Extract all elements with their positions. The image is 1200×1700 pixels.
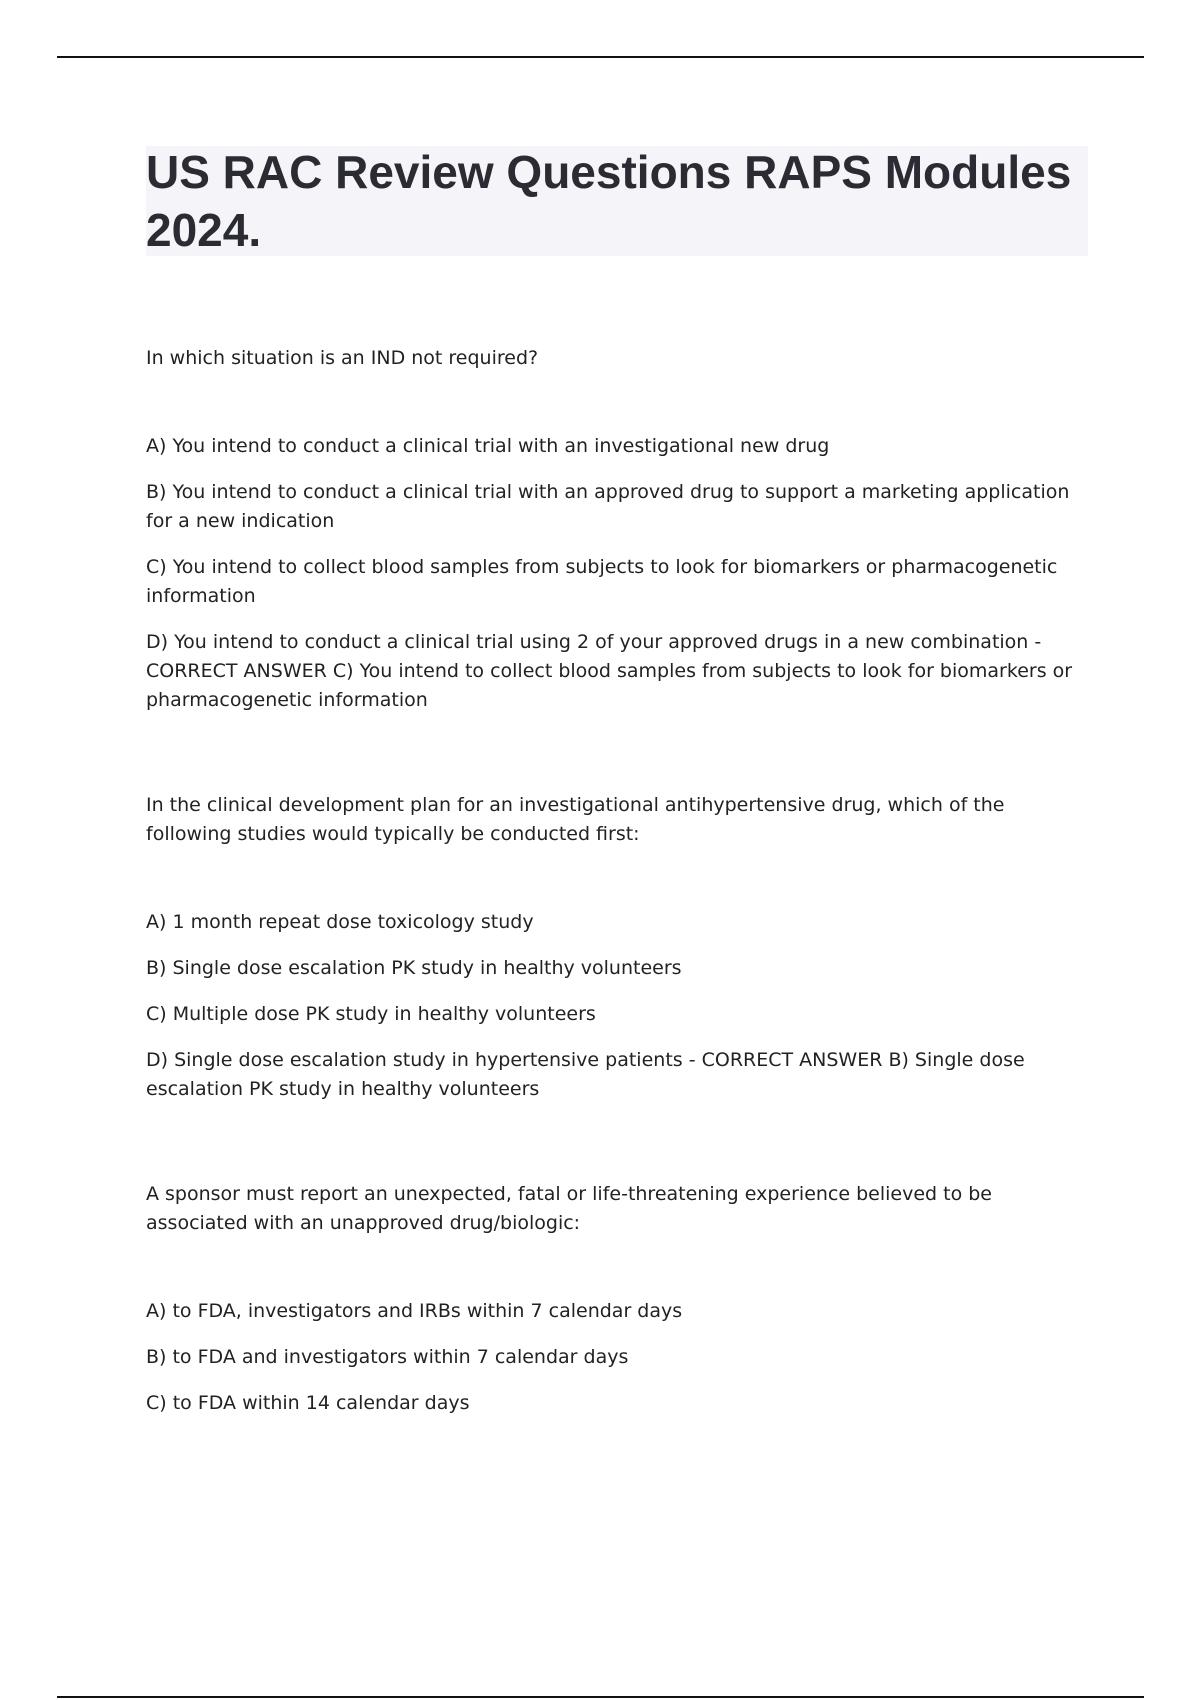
answer-option: C) to FDA within 14 calendar days <box>146 1392 470 1414</box>
top-rule <box>57 56 1144 58</box>
answer-option: C) Multiple dose PK study in healthy volunteers <box>146 1003 596 1025</box>
answer-option: B) Single dose escalation PK study in healthy volunteers <box>146 957 682 979</box>
answer-option: D) Single dose escalation study in hypertensive patients - CORRECT ANSWER B) Single dose escalation PK study in healthy volunteers <box>146 1049 1025 1100</box>
bottom-rule <box>57 1696 1144 1698</box>
answer-option: A) You intend to conduct a clinical trial with an investigational new drug <box>146 435 830 457</box>
question-block-1 <box>146 344 1086 715</box>
document-body <box>146 344 1086 1435</box>
title-banner <box>146 146 1088 256</box>
answer-option: A) to FDA, investigators and IRBs within 7 calendar days <box>146 1300 683 1322</box>
answer-option: C) You intend to collect blood samples from subjects to look for biomarkers or pharmacogenetic information <box>146 556 1058 607</box>
answer-option: B) You intend to conduct a clinical trial with an approved drug to support a marketing application for a new indication <box>146 481 1070 532</box>
question-block-2 <box>146 791 1086 1104</box>
question-block-3 <box>146 1180 1086 1418</box>
document-title: US RAC Review Questions RAPS Modules 2024. <box>146 146 1072 256</box>
answer-option: A) 1 month repeat dose toxicology study <box>146 911 534 933</box>
question-prompt: A sponsor must report an unexpected, fatal or life-threatening experience believed to be associated with an unapproved drug/biologic: <box>146 1183 993 1234</box>
question-prompt: In the clinical development plan for an investigational antihypertensive drug, which of the following studies would typically be conducted first: <box>146 794 1005 845</box>
question-prompt: In which situation is an IND not required? <box>146 347 539 369</box>
answer-option: B) to FDA and investigators within 7 calendar days <box>146 1346 629 1368</box>
answer-option: D) You intend to conduct a clinical trial using 2 of your approved drugs in a new combination - CORRECT ANSWER C) You intend to collect blood samples from subjects to look for biomarkers or pharmacogenetic information <box>146 631 1073 711</box>
